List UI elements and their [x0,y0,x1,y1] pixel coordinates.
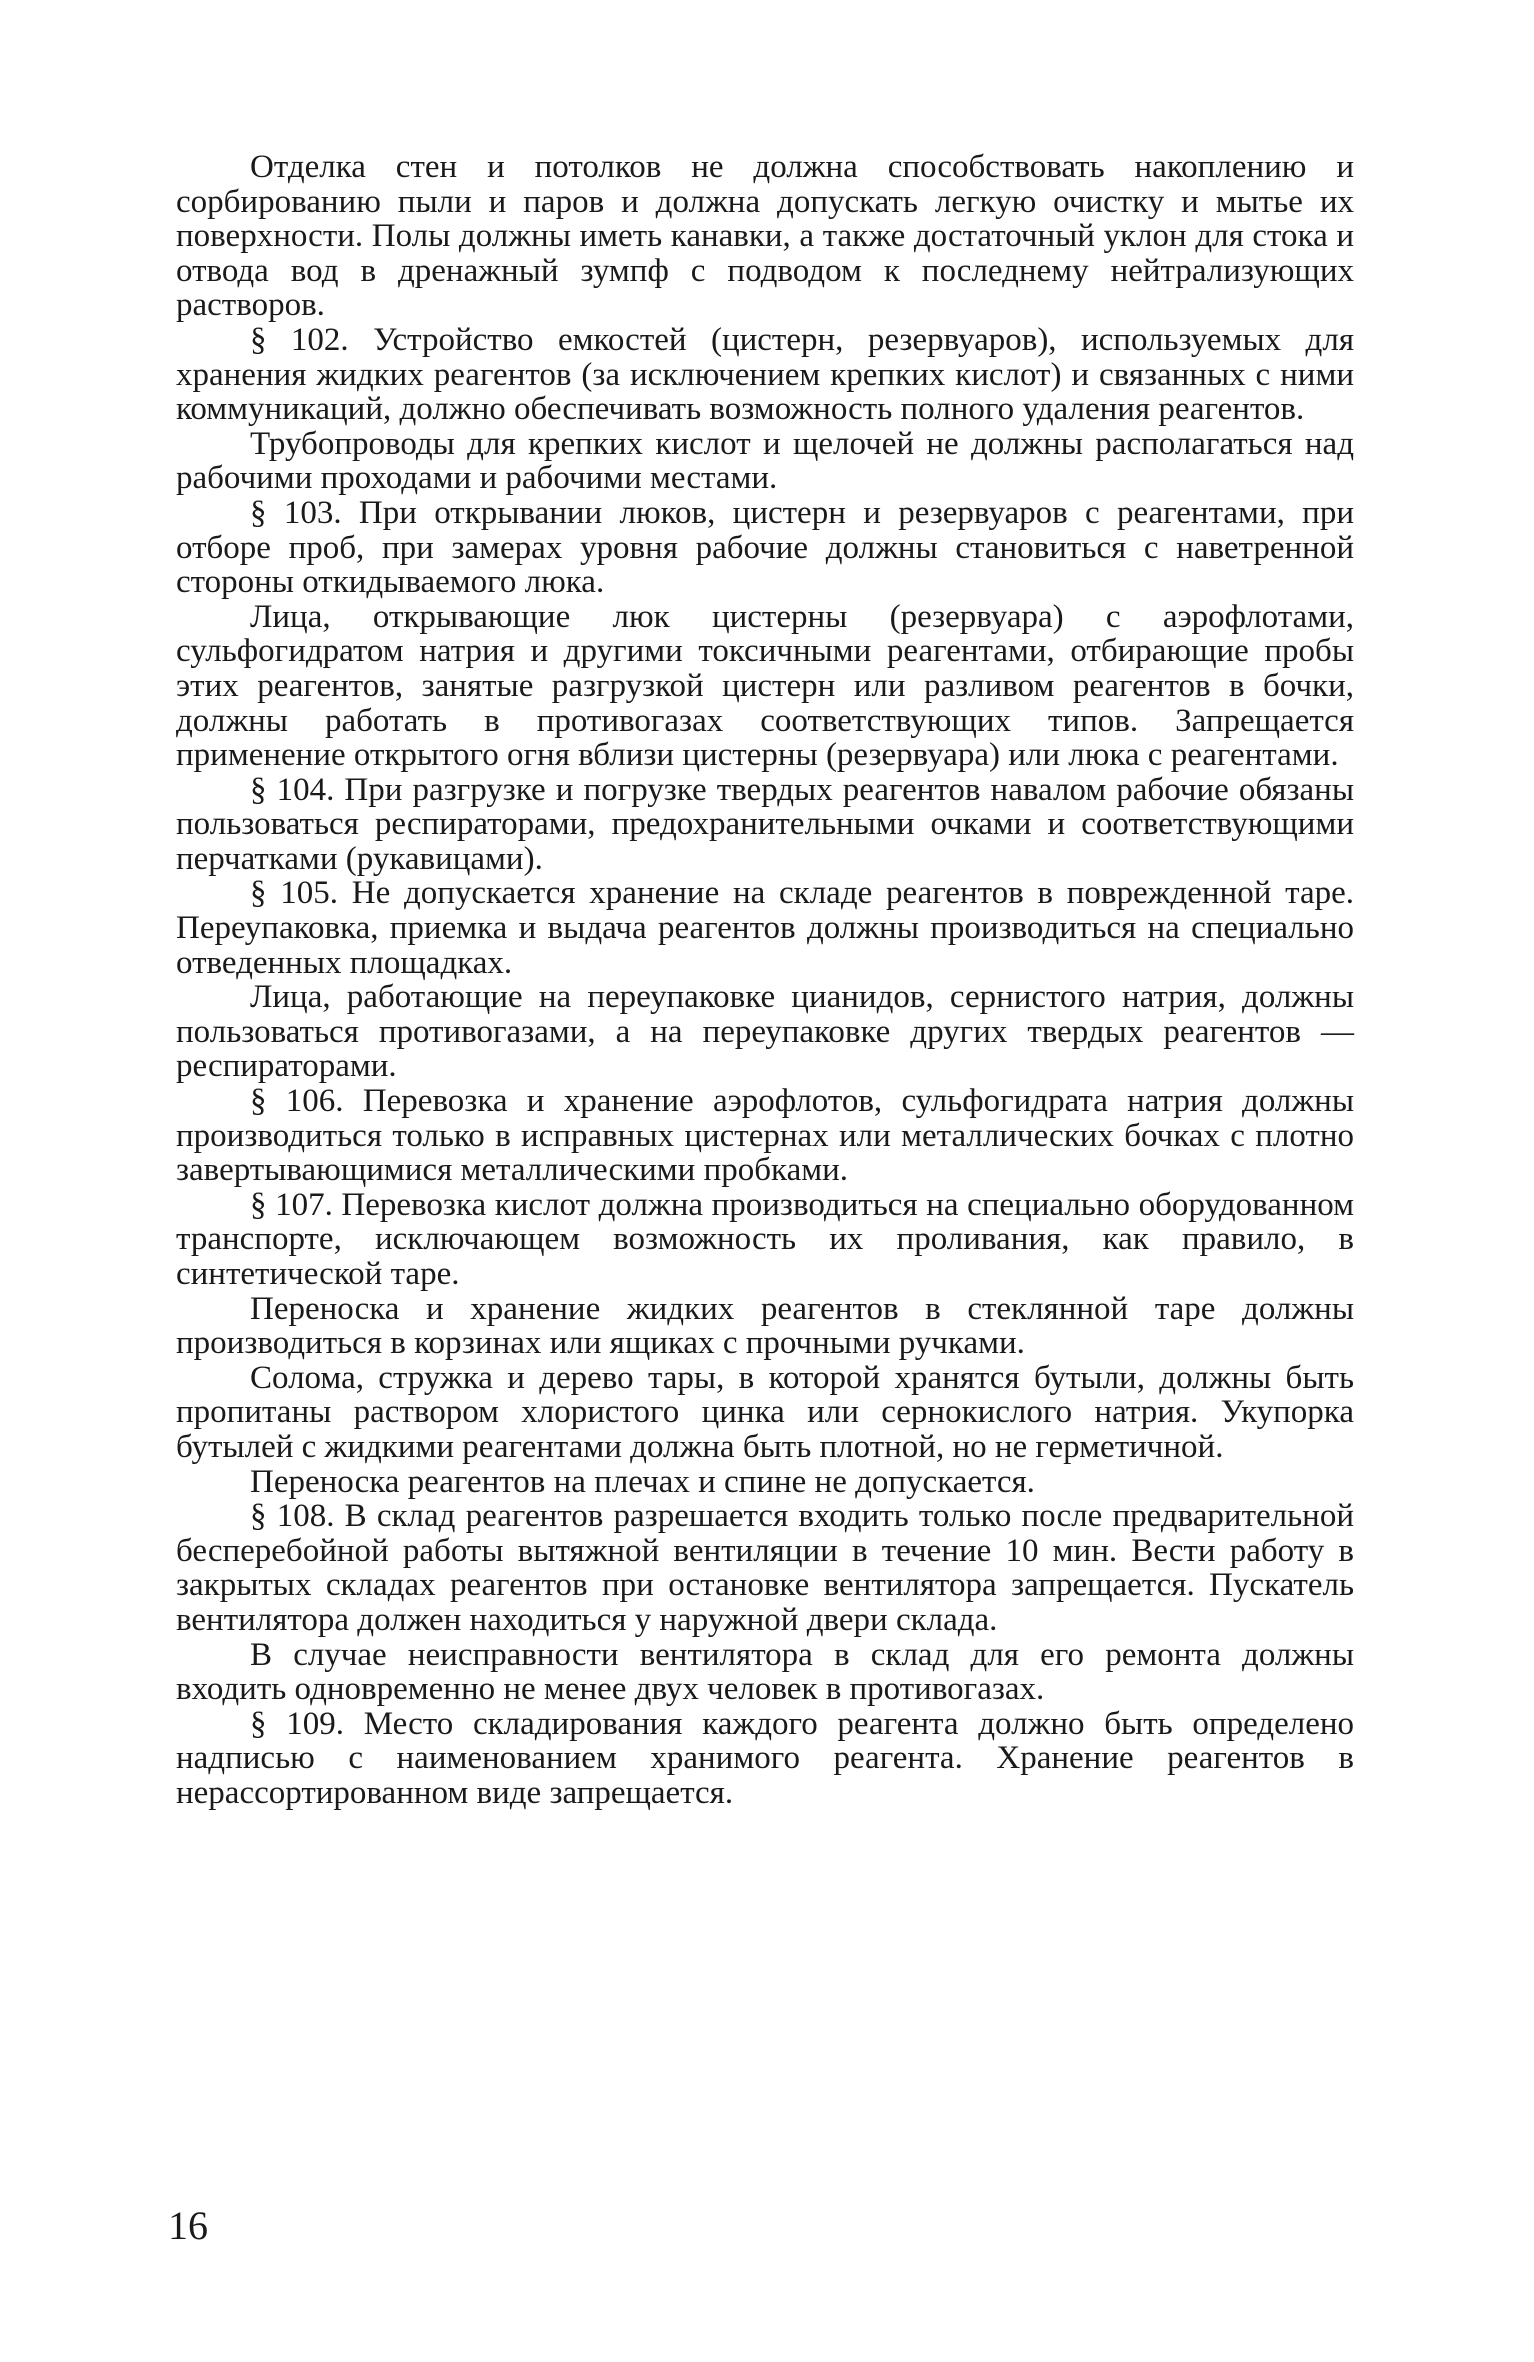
paragraph-gas-masks: Лица, открывающие люк цистерны (резервуара) с аэрофлотами, сульфогидратом натрия и другими токсичными реагентами, отбирающие пробы этих реагентов, занятые разгрузкой цистерн или разливом реагентов в бочки, должны работать в противогазах соответствующих типов. Запрещается применение открытого огня вблизи цистерны (резервуара) или люка с реагентами. [176,598,1354,774]
page-number: 16 [168,2203,208,2248]
paragraph-section-103: § 103. При открывании люков, цистерн и резервуаров с реагентами, при отборе проб, при замерах уровня рабочие должны становиться с наветренной стороны откидываемого люка. [176,494,1354,601]
paragraph-section-106: § 106. Перевозка и хранение аэрофлотов, сульфогидрата натрия должны производиться только в исправных цистернах или металлических бочках с плотно завертывающимися металлическими пробками. [176,1083,1354,1189]
paragraph-section-105: § 105. Не допускается хранение на складе реагентов в поврежденной таре. Переупаковка, приемка и выдача реагентов должны производиться на специально отведенных площадках. [176,875,1354,981]
paragraph-repacking: Лица, работающие на переупаковке цианидов, сернистого натрия, должны пользоваться противогазами, а на переупаковке других твердых реагентов — респираторами. [176,979,1354,1085]
paragraph-pipelines: Трубопроводы для крепких кислот и щелочей не должны располагаться над рабочими проходами и рабочими местами. [176,425,1354,497]
paragraph-ventilator-repair: В случае неисправности вентилятора в склад для его ремонта должны входить одновременно не менее двух человек в противогазах. [176,1636,1354,1708]
paragraph-section-104: § 104. При разгрузке и погрузке твердых реагентов навалом рабочие обязаны пользоваться респираторами, предохранительными очками и соответствующими перчатками (рукавицами). [176,771,1354,877]
paragraph-section-108: § 108. В склад реагентов разрешается входить только после предварительной бесперебойной работы вытяжной вентиляции в течение 10 мин. Вести работу в закрытых складах реагентов при остановке вентилятора запрещается. Пускатель вентилятора должен находиться у наружной двери склада. [176,1498,1354,1638]
paragraph-glass-containers: Переноска и хранение жидких реагентов в стеклянной таре должны производиться в корзинах или ящиках с прочными ручками. [176,1290,1354,1362]
paragraph-section-102: § 102. Устройство емкостей (цистерн, резервуаров), используемых для хранения жидких реагентов (за исключением крепких кислот) и связанных с ними коммуникаций, должно обеспечивать возможность полного удаления реагентов. [176,321,1354,428]
body-text [176,150,1354,1811]
paragraph-section-107: § 107. Перевозка кислот должна производиться на специально оборудованном транспорте, исключающем возможность их проливания, как правило, в синтетической таре. [176,1186,1354,1292]
paragraph-section-109: § 109. Место складирования каждого реагента должно быть определено надписью с наименованием хранимого реагента. Хранение реагентов в нерассортированном виде запрещается. [176,1705,1354,1811]
paragraph-wall-finishing: Отделка стен и потолков не должна способствовать накоплению и сорбированию пыли и паров и должна допускать легкую очистку и мытье их поверхности. Полы должны иметь канавки, а также достаточный уклон для стока и отвода вод в дренажный зумпф с подводом к последнему нейтрализующих растворов. [176,149,1354,324]
paragraph-carrying: Переноска реагентов на плечах и спине не допускается. [250,1463,1035,1500]
paragraph-packing-material: Солома, стружка и дерево тары, в которой хранятся бутыли, должны быть пропитаны раствором хлористого цинка или сернокислого натрия. Укупорка бутылей с жидкими реагентами должна быть плотной, но не герметичной. [176,1359,1354,1465]
